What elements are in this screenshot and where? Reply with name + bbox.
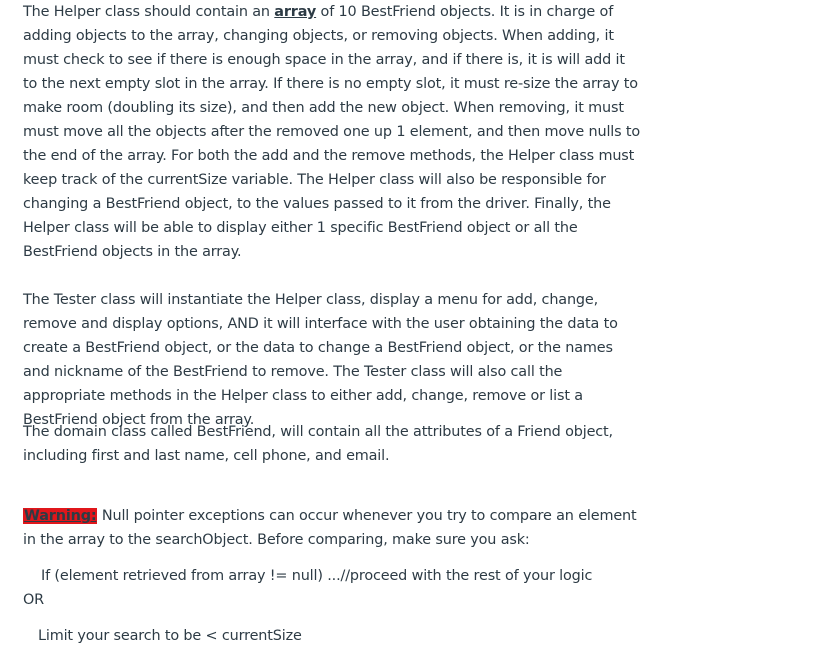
limit-search-line: Limit your search to be < currentSize bbox=[38, 628, 302, 644]
or-separator: OR bbox=[23, 592, 45, 608]
helper-class-paragraph bbox=[23, 0, 643, 264]
null-check-code-line: If (element retrieved from array != null) ...//proceed with the rest of your logic bbox=[41, 568, 593, 584]
helper-text-before: The Helper class should contain an bbox=[23, 4, 275, 20]
array-emphasis: array bbox=[274, 4, 317, 20]
warning-paragraph bbox=[23, 504, 643, 552]
warning-label: Warning: bbox=[24, 508, 97, 524]
warning-text: Null pointer exceptions can occur whenever you try to compare an element in the array to the searchObject. Before comparing, make sure you ask: bbox=[23, 508, 637, 548]
helper-text-after: of 10 BestFriend objects. It is in charge of adding objects to the array, changing objects, or removing objects. When adding, it must check to see if there is enough space in the array, and if there is, it is will add it to the next empty slot in the array. If there is no empty slot, it must re-size the array to make room (doubling its size), and then add the new object. When removing, it must must move all the objects after the removed one up 1 element, and then move nulls to the end of the array. For both the add and the remove methods, the Helper class must keep track of the currentSize variable. The Helper class will also be responsible for changing a BestFriend object, to the values passed to it from the driver. Finally, the Helper class will be able to display either 1 specific BestFriend object or all the BestFriend objects in the array. bbox=[23, 4, 641, 260]
domain-class-paragraph: The domain class called BestFriend, will contain all the attributes of a Friend object, including first and last name, cell phone, and email. bbox=[23, 424, 613, 464]
tester-class-paragraph: The Tester class will instantiate the Helper class, display a menu for add, change, remove and display options, AND it will interface with the user obtaining the data to create a BestFriend object, or the data to change a BestFriend object, or the names and nickname of the BestFriend to remove. The Tester class will also call the appropriate methods in the Helper class to either add, change, remove or list a BestFriend object from the array. bbox=[23, 292, 618, 428]
